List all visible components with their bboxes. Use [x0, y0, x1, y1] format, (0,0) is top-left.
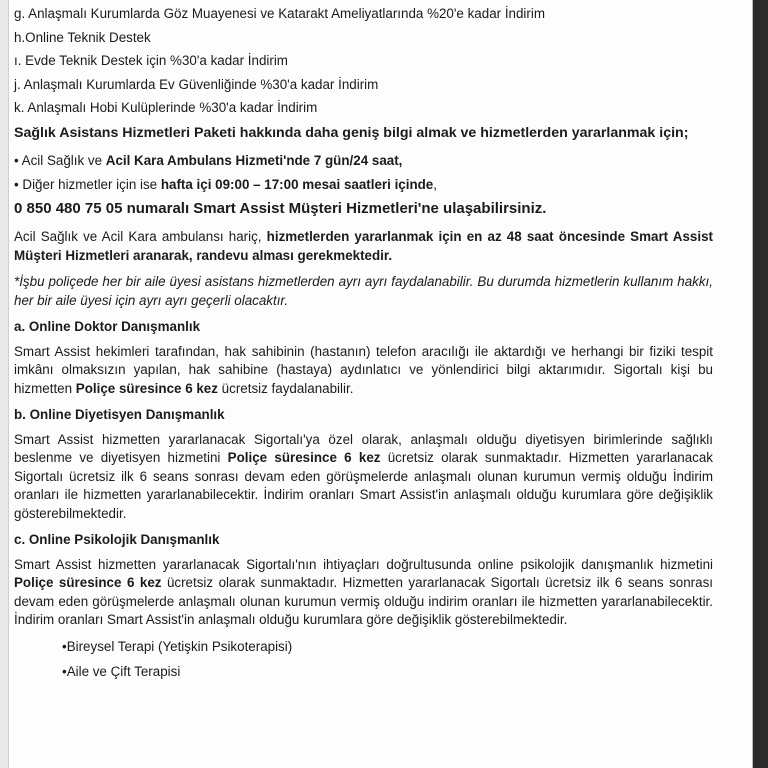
- list-item: [14, 5, 713, 24]
- text-run: Acil Sağlık ve Acil Kara ambulansı hariç,: [14, 229, 267, 244]
- page-right-gutter: [752, 0, 768, 768]
- list-item: [14, 76, 713, 95]
- list-item: [14, 176, 713, 195]
- text-run: ı. Evde Teknik Destek için %30'a kadar İndirim: [14, 53, 288, 68]
- text-run: hizmetlerden yararlanmak için en az 48 saat öncesinde Smart Assist Müşteri Hizmetleri aranarak, randevu alması gerekmektedir.: [14, 229, 713, 263]
- paragraph: [14, 228, 713, 265]
- text-run: c. Online Psikolojik Danışmanlık: [14, 532, 220, 547]
- text-run: •Bireysel Terapi (Yetişkin Psikoterapisi): [62, 638, 293, 654]
- phone-line: [14, 199, 713, 219]
- text-run: Poliçe süresince 6 kez: [227, 450, 381, 465]
- list-item: [14, 152, 713, 171]
- text-run: ücretsiz faydalanabilir.: [217, 380, 354, 396]
- text-run: h.Online Teknik Destek: [14, 29, 151, 45]
- text-run: Acil Kara Ambulans Hizmeti'nde 7 gün/24 saat,: [105, 153, 403, 168]
- list-item: [14, 99, 713, 118]
- text-run: •Aile ve Çift Terapisi: [62, 664, 181, 679]
- list-item: [14, 29, 713, 48]
- text-run: • Acil Sağlık ve: [14, 153, 106, 168]
- page-left-margin-strip: [0, 0, 9, 768]
- text-run: Smart Assist hekimleri tarafından, hak sahibinin (hastanın) telefon aracılığı ile aktardığı ve herhangi bir fiziki tespit imkânı olmaksızın yapılan, hak sahibine (hastaya) aydınlatıcı ve yönlendirici bilgi aktarımıdır. Sigortalı kişi bu hizmetten: [14, 343, 713, 396]
- text-run: hafta içi 09:00 – 17:00 mesai saatleri içinde: [160, 176, 434, 192]
- text-run: g. Anlaşmalı Kurumlarda Göz Muayenesi ve Katarakt Ameliyatlarında %20'e kadar İndirim: [14, 6, 545, 21]
- list-item: [14, 52, 713, 71]
- intro-paragraph: [14, 123, 713, 145]
- text-run: a. Online Doktor Danışmanlık: [14, 319, 201, 334]
- text-run: Sağlık Asistans Hizmetleri Paketi hakkında daha geniş bilgi almak ve hizmetlerden yararlanmak için;: [14, 124, 689, 141]
- text-run: Smart Assist hizmetten yararlanacak Sigortalı'nın ihtiyaçları doğrultusunda online psikolojik danışmanlık hizmetini: [14, 556, 713, 572]
- text-run: ,: [433, 176, 437, 192]
- text-run: ücretsiz olarak sunmaktadır. Hizmetten yararlanacak Sigortalı ücretsiz ilk 6 seans sonrası devam eden görüşmelerde anlaşmalı olunan kurumun vermiş olduğu indirim oranları ile hizmetten yararlanabilecektir. İndirim oranları Smart Assist'in anlaşmalı olduğu kurumlara göre değişiklik gösterebilmektedir.: [14, 575, 713, 627]
- text-run: 0 850 480 75 05 numaralı Smart Assist Müşteri Hizmetleri'ne ulaşabilirsiniz.: [14, 200, 547, 217]
- text-run: Smart Assist hizmetten yararlanacak Sigortalı'ya özel olarak, anlaşmalı olduğu diyetisyen birimlerinde sağlıklı beslenme ve diyetisyen hizmetini: [14, 431, 713, 465]
- section-heading: [14, 406, 713, 425]
- bullet-item: [62, 663, 713, 682]
- text-run: j. Anlaşmalı Kurumlarda Ev Güvenliğinde %30'a kadar İndirim: [14, 76, 379, 92]
- footnote: [14, 273, 713, 310]
- text-run: k. Anlaşmalı Hobi Kulüplerinde %30'a kadar İndirim: [14, 100, 318, 115]
- text-run: • Diğer hizmetler için ise: [14, 176, 161, 192]
- paragraph: [14, 431, 713, 524]
- text-run: Poliçe süresince 6 kez: [75, 380, 218, 396]
- text-run: ücretsiz olarak sunmaktadır. Hizmetten yararlanacak Sigortalı ücretsiz ilk 6 seans sonrası devam eden görüşmelerde anlaşmalı olunan kurumun vermiş olduğu İndirim oranları ile hizmetten yararlanabilecektir. İndirim oranları Smart Assist'in anlaşmalı olduğu kurumlara göre değişiklik gösterebilmektedir.: [14, 450, 714, 521]
- section-heading: [14, 318, 713, 337]
- document-body: [14, 5, 713, 689]
- bullet-item: [62, 638, 713, 657]
- section-heading: [14, 531, 713, 550]
- text-run: *İşbu poliçede her bir aile üyesi asistans hizmetlerden ayrı ayrı faydalanabilir. Bu durumda hizmetlerin kullanım hakkı, her bir aile üyesi için ayrı ayrı geçerli olacaktır.: [14, 274, 713, 308]
- text-run: Poliçe süresince 6 kez: [14, 575, 162, 590]
- text-run: b. Online Diyetisyen Danışmanlık: [14, 407, 225, 422]
- paragraph: [14, 343, 713, 399]
- paragraph: [14, 556, 713, 630]
